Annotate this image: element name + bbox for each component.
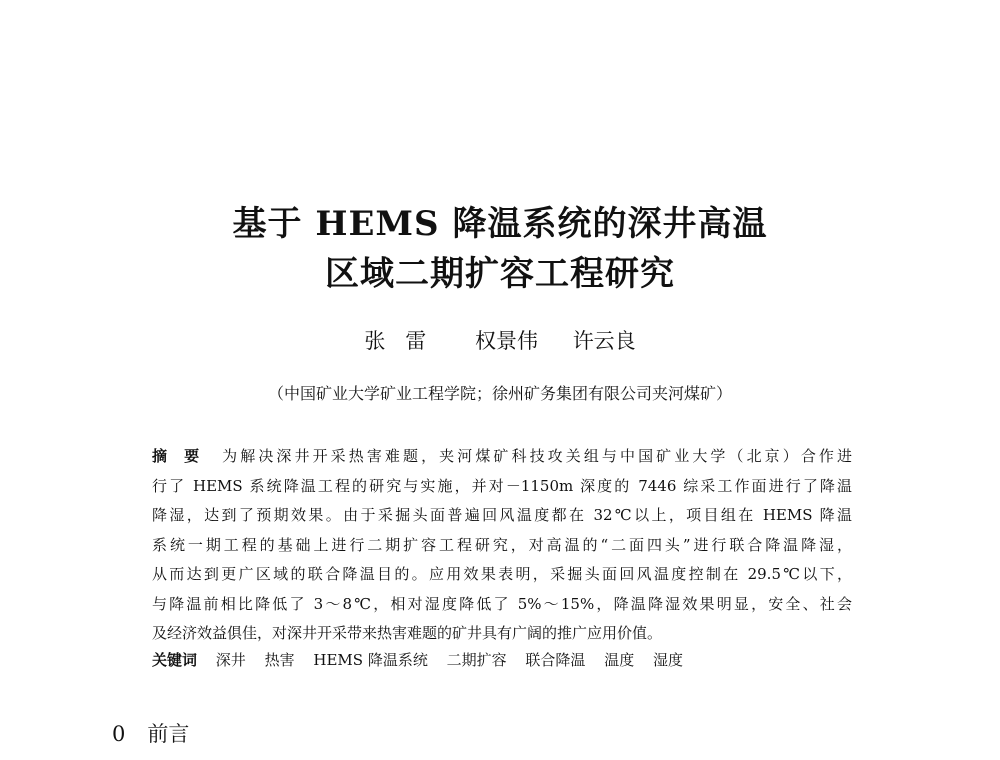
- author-list: [0, 325, 1000, 355]
- author-name: 权景伟: [475, 329, 538, 353]
- keyword: 热害: [264, 651, 295, 669]
- section-title: 前言: [147, 722, 190, 746]
- section-heading: [112, 718, 189, 748]
- abstract-label: 摘要: [152, 447, 217, 465]
- keyword: HEMS 降温系统: [313, 651, 428, 669]
- paper-title-line-2: 区域二期扩容工程研究: [325, 254, 675, 294]
- keyword: 湿度: [653, 651, 684, 669]
- abstract-line: 与降温前相比降低了 3～8℃，相对湿度降低了 5%～15%，降温降湿效果明显，安全、社会: [152, 595, 852, 613]
- keywords-label: 关键词: [152, 651, 198, 669]
- abstract-line: 及经济效益俱佳，对深井开采带来热害难题的矿井具有广阔的推广应用价值。: [152, 624, 663, 642]
- abstract-line: 从而达到更广区域的联合降温目的。应用效果表明，采掘头面回风温度控制在 29.5℃以下，: [152, 565, 852, 583]
- keyword: 联合降温: [525, 651, 586, 669]
- keyword: 温度: [604, 651, 635, 669]
- abstract-line: 降湿，达到了预期效果。由于采掘头面普遍回风温度都在 32℃以上，项目组在 HEMS 降温: [152, 506, 852, 524]
- abstract-line: 系统一期工程的基础上进行二期扩容工程研究，对高温的“二面四头”进行联合降温降湿，: [152, 536, 852, 554]
- abstract-line: 行了 HEMS 系统降温工程的研究与实施，并对－1150m 深度的 7446 综采工作面进行了降温: [152, 477, 852, 495]
- keyword: 深井: [215, 651, 246, 669]
- author-name: 张雷: [364, 329, 447, 353]
- paper-title-line-1: 基于 HEMS 降温系统的深井高温: [232, 204, 768, 244]
- keyword: 二期扩容: [446, 651, 507, 669]
- abstract-text: 为解决深井开采热害难题，夹河煤矿科技攻关组与中国矿业大学（北京）合作进: [222, 447, 852, 465]
- author-name: 许云良: [572, 329, 636, 353]
- keywords: [152, 650, 852, 670]
- section-number: 0: [112, 722, 126, 746]
- abstract-line: [152, 446, 852, 466]
- affiliation: （中国矿业大学矿业工程学院；徐州矿务集团有限公司夹河煤矿）: [267, 384, 732, 403]
